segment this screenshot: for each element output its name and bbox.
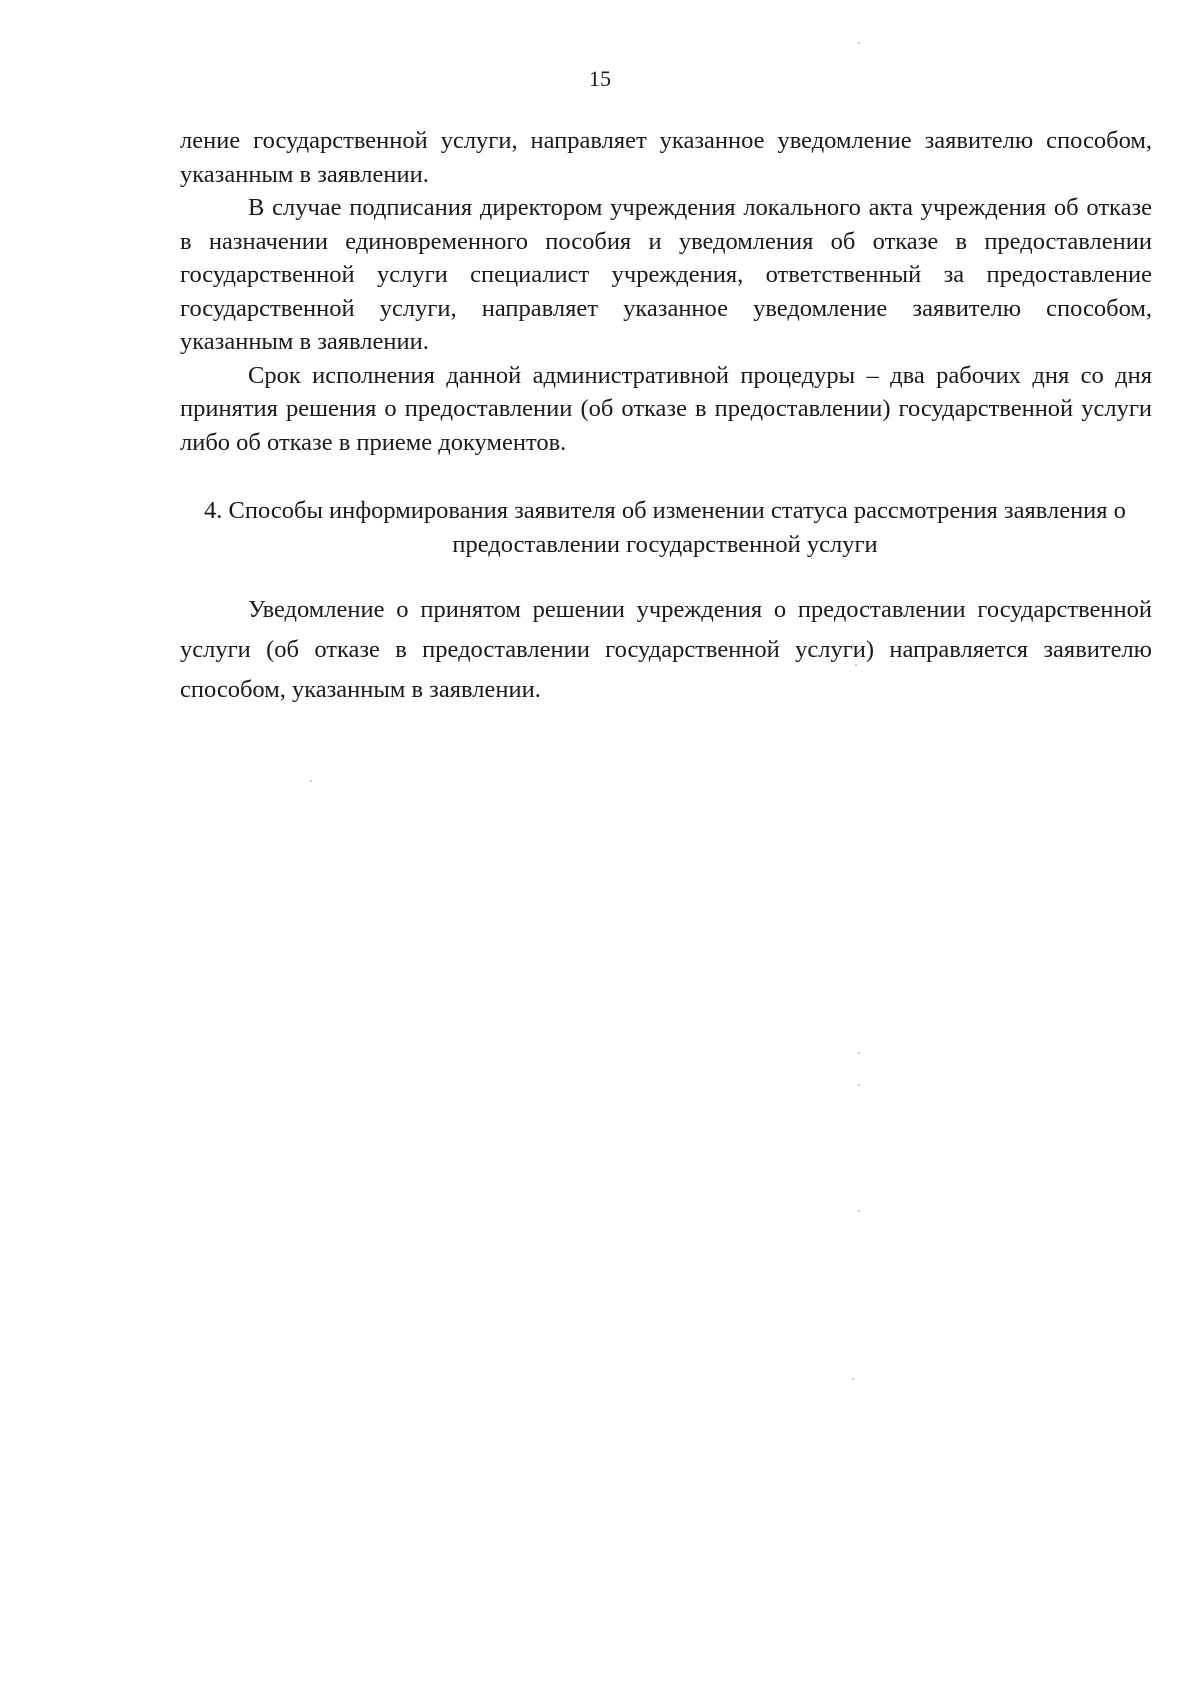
scan-speck: [310, 780, 312, 782]
scan-speck: [858, 1084, 860, 1086]
paragraph-refusal-notice: В случае подписания директором учреждения локального акта учреждения об отказе в назначении единовременного пособия и уведомления об отказе в предоставлении государственной услуги специалист учреждения, ответственный за предоставление государственной услуги, направляет указанное уведомление заявителю способом, указанным в заявлении.: [180, 194, 1152, 355]
body-text-bottom: [180, 590, 1152, 710]
body-text-top: [180, 124, 1152, 459]
page-number: 15: [589, 66, 611, 91]
scan-speck: [852, 1378, 854, 1380]
scan-speck: [858, 1052, 860, 1054]
paragraph-decision-notice: Уведомление о принятом решении учреждения о предоставлении государственной услуги (об отказе в предоставлении государственной услуги) направляется заявителю способом, указанным в заявлении.: [180, 596, 1152, 703]
paragraph-continuation: ление государственной услуги, направляет указанное уведомление заявителю способом, указанным в заявлении.: [180, 127, 1152, 188]
paragraph-procedure-term: Срок исполнения данной административной процедуры – два рабочих дня со дня принятия решения о предоставлении (об отказе в предоставлении) государственной услуги либо об отказе в приеме документов.: [180, 361, 1152, 456]
scan-speck: [855, 664, 857, 666]
section-heading: 4. Способы информирования заявителя об изменении статуса рассмотрения заявления о предоставлении государственной услуги: [204, 497, 1126, 558]
scan-speck: [858, 42, 860, 44]
scan-speck: [858, 1210, 860, 1212]
